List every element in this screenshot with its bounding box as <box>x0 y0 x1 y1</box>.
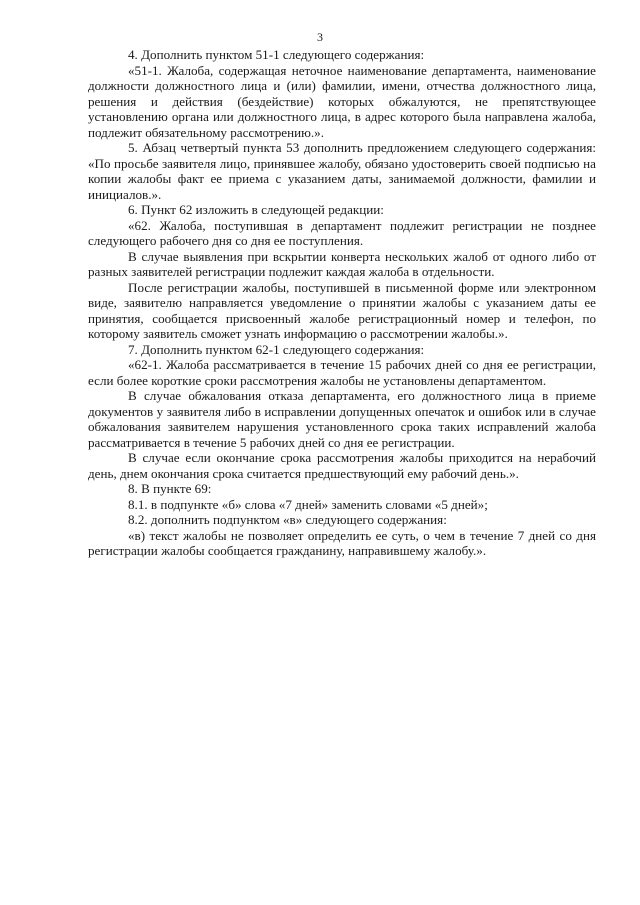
paragraph-item-7-intro: 7. Дополнить пунктом 62-1 следующего содержания: <box>128 341 425 357</box>
page-number: 3 <box>317 30 323 44</box>
paragraph-clause-51-1: «51-1. Жалоба, содержащая неточное наименование департамента, наименование должности должностного лица и (или) фамилии, имени, отчества должностного лица, решения и действия (бездействие) которых обжалуются, не препятствующее установлению органа или должностного лица, в адрес которого была направлена жалоба, подлежит обязательному рассмотрению.». <box>88 62 596 140</box>
paragraph-subclause-v: «в) текст жалобы не позволяет определить ее суть, о чем в течение 7 дней со дня регистрации жалобы сообщается гражданину, направившему жалобу.». <box>88 527 596 558</box>
paragraph-registration-notice: После регистрации жалобы, поступившей в письменной форме или электронном виде, заявителю направляется уведомление о принятии жалобы с указанием даты ее принятия, сообщается присвоенный жалобе регистрационный номер и телефон, по которому заявитель сможет узнать информацию о рассмотрении жалобы.». <box>88 279 596 341</box>
paragraph-item-8-2: 8.2. дополнить подпунктом «в» следующего содержания: <box>128 512 447 527</box>
paragraph-item-8-intro: 8. В пункте 69: <box>128 481 212 496</box>
paragraph-item-5: 5. Абзац четвертый пункта 53 дополнить предложением следующего содержания: «По просьбе заявителя лицо, принявшее жалобу, обязано удостоверить своей подписью на копии жалобы факт ее приема с указанием даты, занимаемой должности, фамилии и инициалов.». <box>88 140 596 202</box>
paragraph-item-4-intro: 4. Дополнить пунктом 51-1 следующего содержания: <box>128 47 425 62</box>
document-body <box>88 47 596 559</box>
paragraph-refusal-appeal: В случае обжалования отказа департамента, его должностного лица в приеме документов у заявителя либо в исправлении допущенных опечаток и ошибок или в случае обжалования заявителем нарушения установленного срока таких исправлений жалоба рассматривается в течение 5 рабочих дней со дня ее регистрации. <box>88 388 596 450</box>
paragraph-item-8-1: 8.1. в подпункте «б» слова «7 дней» заменить словами «5 дней»; <box>128 496 488 512</box>
paragraph-multiple-complaints: В случае выявления при вскрытии конверта нескольких жалоб от одного либо от разных заявителей регистрации подлежит каждая жалоба в отдельности. <box>88 248 596 279</box>
paragraph-nonworking-day: В случае если окончание срока рассмотрения жалобы приходится на нерабочий день, днем окончания срока считается предшествующий ему рабочий день.». <box>88 450 596 481</box>
paragraph-clause-62: «62. Жалоба, поступившая в департамент подлежит регистрации не позднее следующего рабочего дня со дня ее поступления. <box>88 217 596 248</box>
paragraph-item-6-intro: 6. Пункт 62 изложить в следующей редакции: <box>128 202 384 217</box>
paragraph-clause-62-1: «62-1. Жалоба рассматривается в течение 15 рабочих дней со дня ее регистрации, если более короткие сроки рассмотрения жалобы не установлены департаментом. <box>88 357 596 388</box>
